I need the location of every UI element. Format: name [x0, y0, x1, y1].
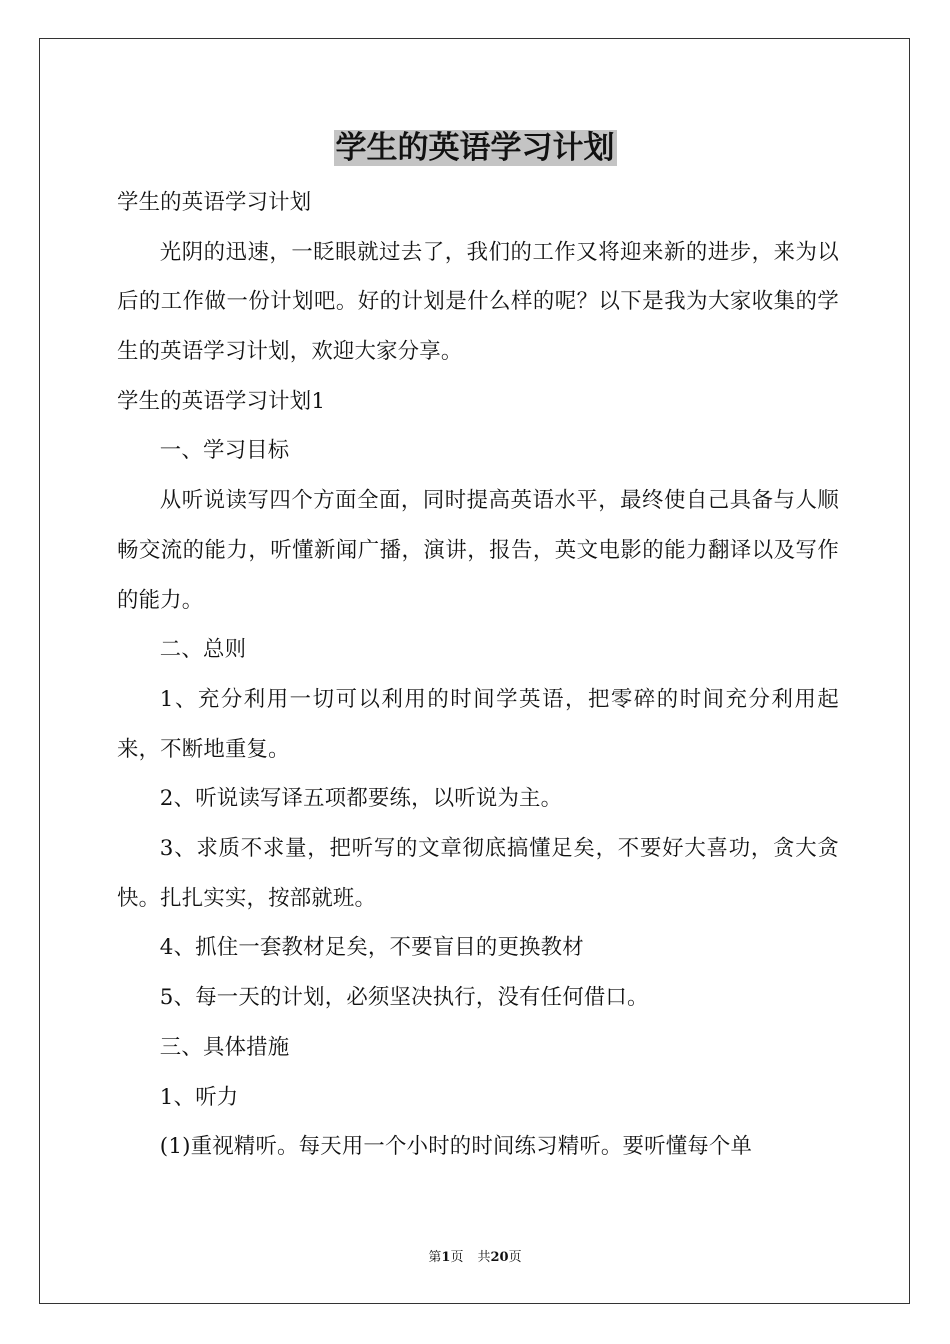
document-body: [117, 178, 839, 1172]
footer-page-suffix: 页: [450, 1250, 464, 1265]
heading-measures: 三、具体措施: [159, 1034, 290, 1060]
rule-3: 3、求质不求量，把听写的文章彻底搞懂足矣，不要好大喜功，贪大贪快。扎扎实实，按部就班。: [117, 836, 839, 911]
section-title: 学生的英语学习计划1: [117, 388, 326, 414]
heading-general: 二、总则: [159, 637, 247, 663]
rule-1: 1、充分利用一切可以利用的时间学英语，把零碎的时间充分利用起来，不断地重复。: [117, 686, 839, 762]
rule-2: 2、听说读写译五项都要练，以听说为主。: [159, 786, 563, 812]
measure-listening-item-1: (1)重视精听。每天用一个小时的时间练习精听。要听懂每个单: [159, 1134, 753, 1160]
page-footer: [0, 1246, 950, 1265]
document-title-text: 学生的英语学习计划: [335, 130, 615, 166]
footer-page-prefix: 第: [428, 1250, 442, 1265]
document-title: [0, 126, 950, 170]
intro-paragraph: 光阴的迅速，一眨眼就过去了，我们的工作又将迎来新的进步，来为以后的工作做一份计划吧。好的计划是什么样的呢？以下是我为大家收集的学生的英语学习计划，欢迎大家分享。: [117, 239, 839, 365]
subtitle: 学生的英语学习计划: [117, 190, 312, 215]
footer-page-number: 1: [441, 1250, 451, 1265]
rule-4: 4、抓住一套教材足矣，不要盲目的更换教材: [159, 935, 584, 961]
rule-5: 5、每一天的计划，必须坚决执行，没有任何借口。: [159, 985, 649, 1011]
footer-total-pages: 20: [490, 1250, 509, 1265]
footer-total-suffix: 页: [508, 1250, 522, 1265]
footer-total-prefix: 共: [477, 1250, 491, 1265]
heading-goals: 一、学习目标: [159, 438, 290, 464]
goals-paragraph: 从听说读写四个方面全面，同时提高英语水平，最终使自己具备与人顺畅交流的能力，听懂新闻广播，演讲，报告，英文电影的能力翻译以及写作的能力。: [117, 488, 839, 613]
measure-listening: 1、听力: [159, 1084, 239, 1110]
